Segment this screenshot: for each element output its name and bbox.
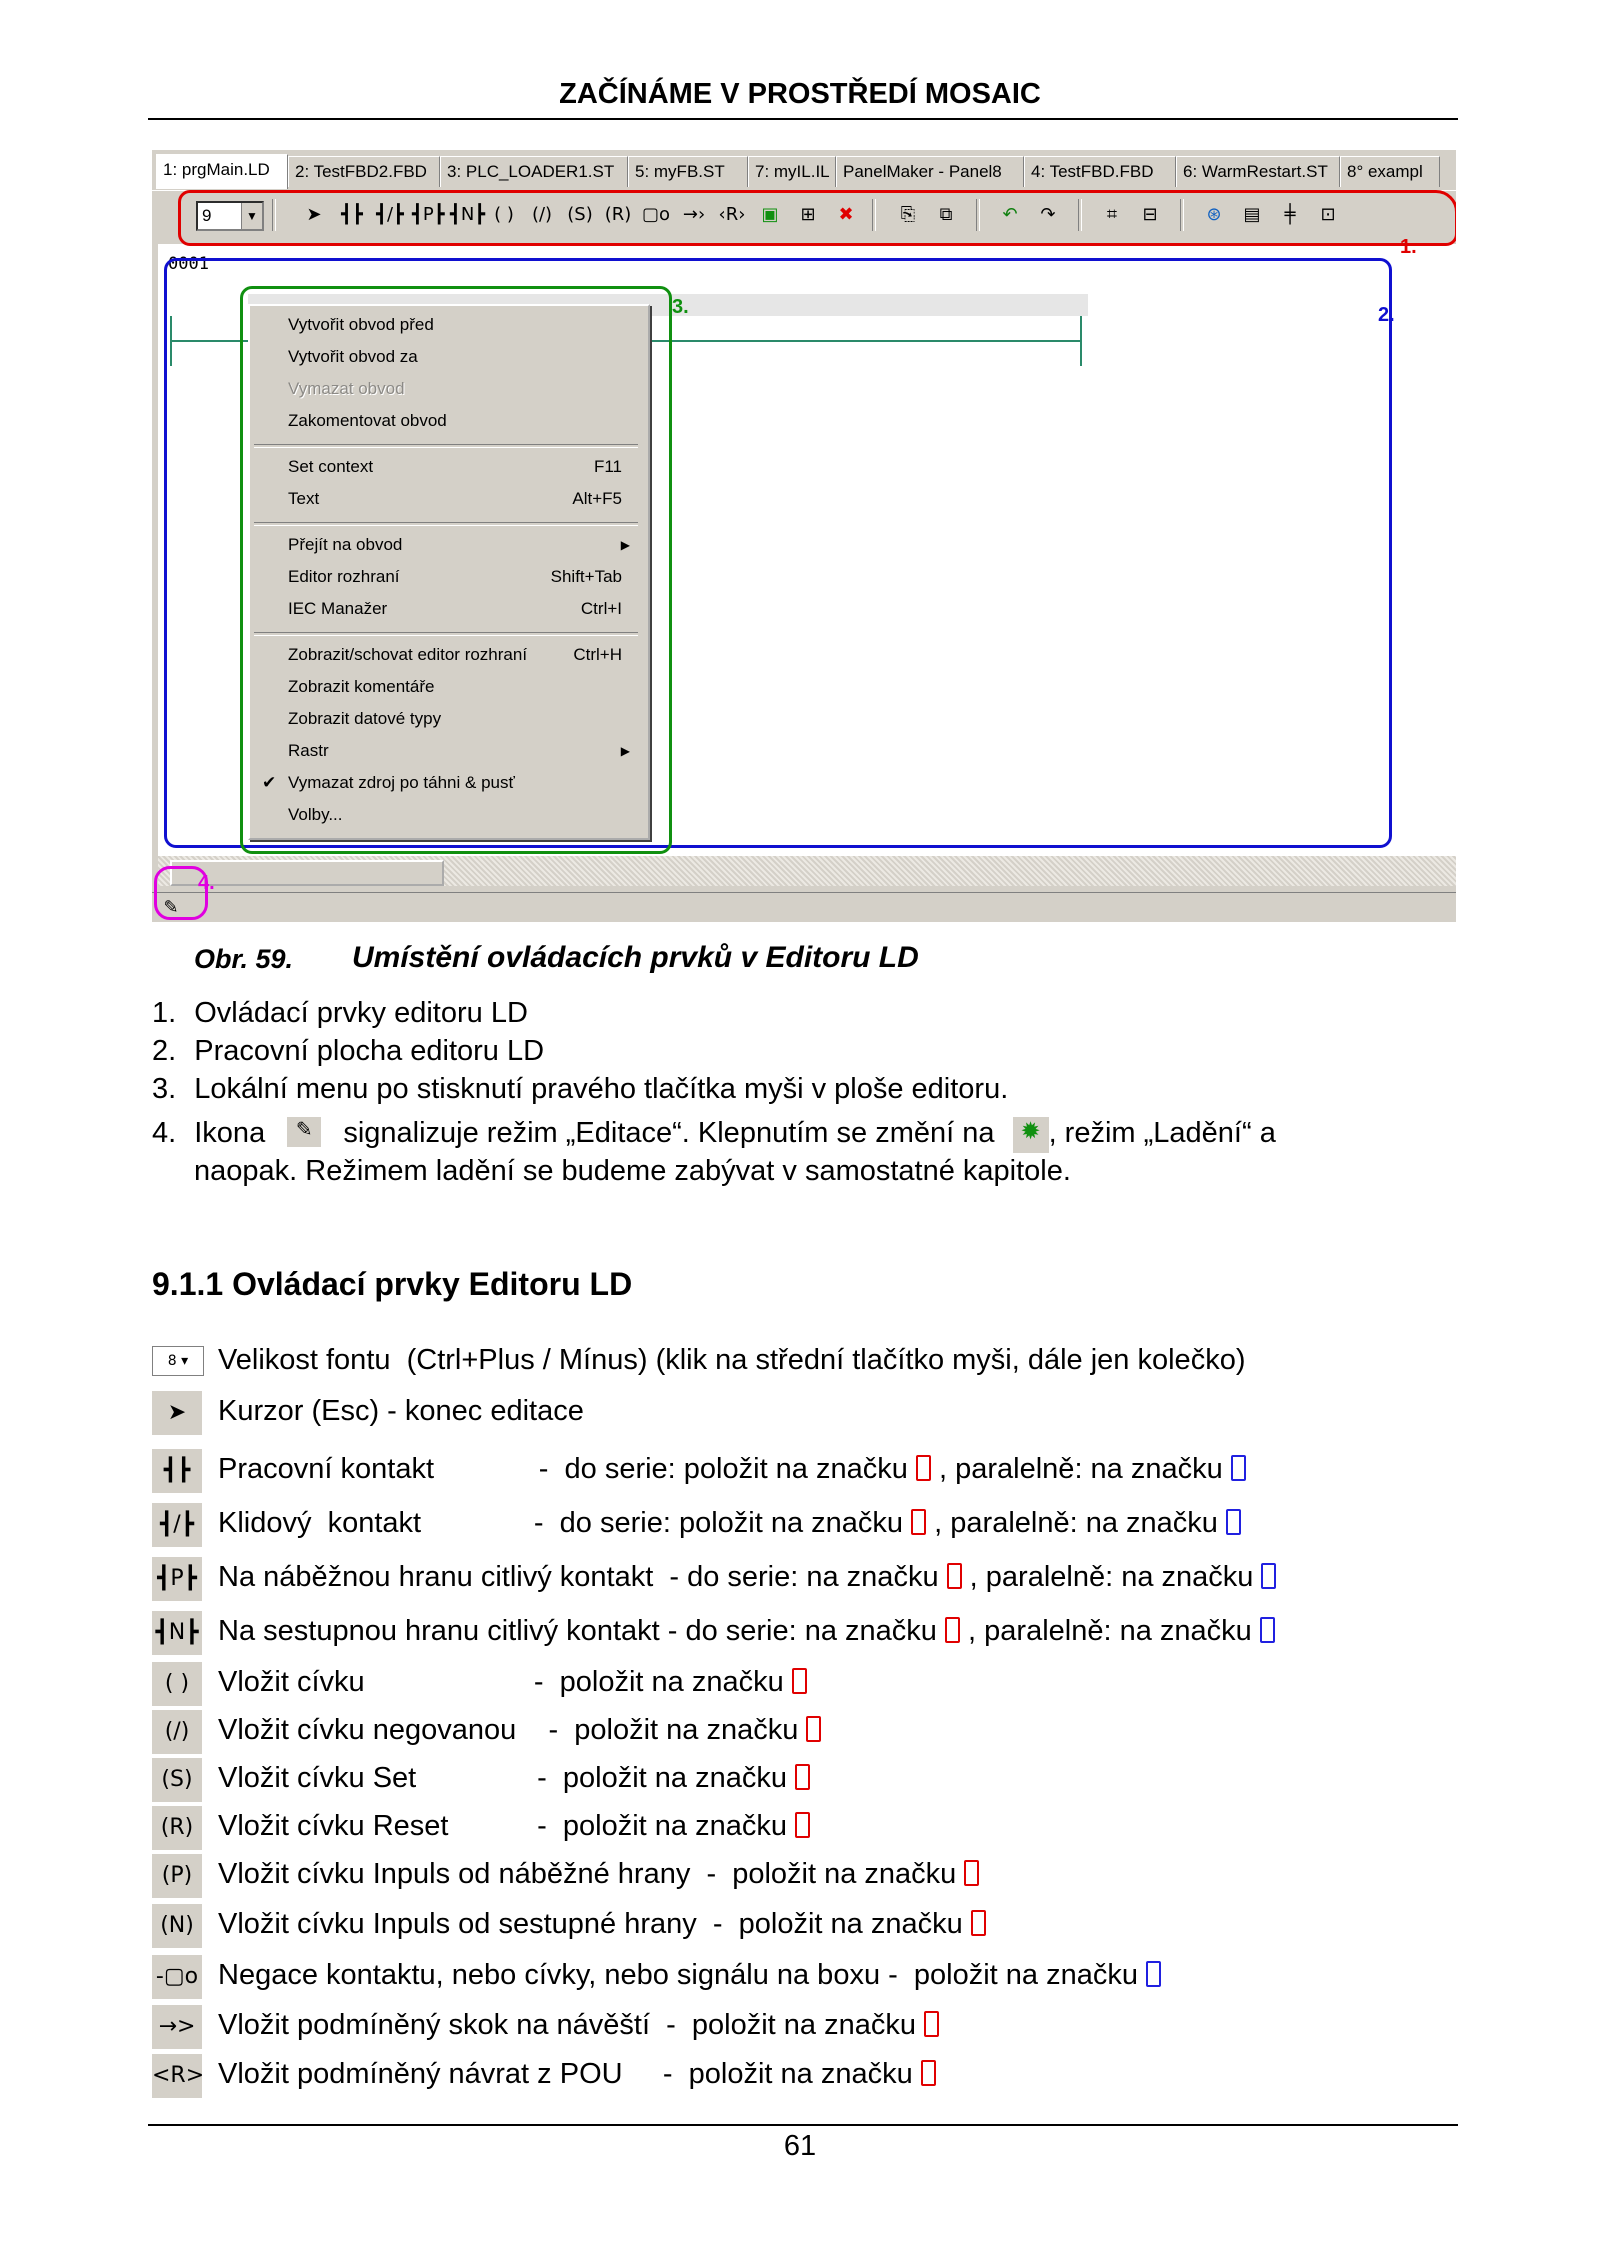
legend-description: Vložit cívku Inpuls od sestupné hrany - položit na značku — [218, 1908, 971, 1940]
menu-item-label: Vymazat zdroj po táhni & pusť — [288, 773, 515, 792]
submenu-arrow-icon: ▶ — [620, 744, 630, 758]
legend-description: , paralelně: na značku — [930, 1453, 1231, 1485]
contact-panel-icon[interactable]: ╪ — [1284, 204, 1296, 225]
legend-text — [218, 1810, 810, 1843]
rising-edge-contact-icon[interactable]: ┫P┣ — [412, 204, 445, 225]
legend-description: , paralelně: na značku — [960, 1615, 1260, 1647]
list-number: 2. — [152, 1035, 177, 1067]
figure-caption: Umístění ovládacích prvků v Editoru LD — [352, 941, 919, 974]
blue-drop-marker-icon — [1231, 1455, 1246, 1481]
legend-description: , paralelně: na značku — [926, 1507, 1226, 1539]
red-drop-marker-icon — [916, 1455, 931, 1481]
legend-description: Vložit cívku Reset - položit na značku — [218, 1810, 796, 1842]
grid-icon[interactable]: ⌗ — [1106, 204, 1118, 225]
delete-icon[interactable]: ✖ — [838, 204, 854, 225]
menu-item-label: Set context — [288, 457, 374, 476]
menu-item-label: IEC Manažer — [288, 599, 388, 618]
legend-description: Velikost fontu (Ctrl+Plus / Mínus) (klik na střední tlačítko myši, dále jen kolečko) — [218, 1344, 1246, 1376]
legend-description: Vložit cívku Set - položit na značku — [218, 1762, 796, 1794]
list-text: Ikona — [194, 1117, 266, 1149]
edit-mode-pencil-icon: ✎ — [287, 1117, 321, 1147]
legend-text — [218, 1453, 1246, 1486]
falling-pulse-coil-icon: (N) — [152, 1904, 202, 1948]
highlight-label: 2. — [1378, 304, 1395, 326]
rising-pulse-coil-icon: (P) — [152, 1854, 202, 1898]
list-number: 1. — [152, 997, 177, 1029]
legend-description: Pracovní kontakt - do serie: položit na značku — [218, 1453, 916, 1485]
edit-mode-pencil-icon[interactable]: ✎ — [163, 897, 179, 918]
status-bar — [152, 892, 1456, 922]
submenu-arrow-icon: ▶ — [620, 538, 630, 552]
menu-item-label: Volby... — [288, 805, 343, 824]
menu-item-label: Přejít na obvod — [288, 535, 403, 554]
conditional-jump-icon[interactable]: →› — [682, 204, 706, 225]
red-drop-marker-icon — [921, 2060, 936, 2086]
footer-rule — [148, 2124, 1458, 2126]
debug-mode-bug-icon: ✹ — [1013, 1117, 1049, 1153]
menu-item-label: Vymazat obvod — [288, 379, 405, 398]
page-number: 61 — [783, 2130, 817, 2162]
normally-open-contact-icon: ┫┣ — [152, 1449, 202, 1493]
reset-coil-icon[interactable]: (R) — [604, 204, 632, 225]
legend-text — [218, 1561, 1276, 1594]
menu-item-shortcut: Alt+F5 — [572, 489, 622, 508]
list-item-continuation: naopak. Režimem ladění se budeme zabývat v samostatné kapitole. — [194, 1155, 1071, 1187]
normally-closed-contact-icon[interactable]: ┫/┣ — [376, 204, 404, 225]
menu-item-label: Editor rozhraní — [288, 567, 400, 586]
legend-description: Negace kontaktu, nebo cívky, nebo signálu na boxu - položit na značku — [218, 1959, 1147, 1991]
red-drop-marker-icon — [911, 1509, 926, 1535]
check-icon: ✔ — [262, 773, 277, 792]
red-drop-marker-icon — [795, 1764, 810, 1790]
legend-text — [218, 1714, 821, 1747]
menu-item-label: Rastr — [288, 741, 329, 760]
menu-item-shortcut: Ctrl+I — [580, 599, 622, 618]
coil-icon[interactable]: ( ) — [494, 204, 514, 225]
blue-drop-marker-icon — [1146, 1961, 1161, 1987]
figure-number: Obr. 59. — [194, 944, 294, 974]
blue-drop-marker-icon — [1260, 1617, 1275, 1643]
normally-open-contact-icon[interactable]: ┫┣ — [341, 204, 363, 225]
window-icon[interactable]: ▤ — [1243, 204, 1261, 225]
undo-icon[interactable]: ↶ — [1002, 204, 1018, 225]
list-item — [152, 1117, 1458, 1153]
font-size-combo-icon: 8 ▾ — [152, 1346, 204, 1376]
menu-item-label: Text — [288, 489, 320, 508]
rising-edge-contact-icon: ┫P┣ — [152, 1557, 202, 1601]
reset-coil-icon: (R) — [152, 1806, 202, 1850]
chevron-down-icon[interactable]: ▼ — [241, 203, 262, 229]
blue-drop-marker-icon — [1226, 1509, 1241, 1535]
legend-text — [218, 1395, 584, 1428]
insert-box-icon[interactable]: ▣ — [761, 204, 779, 225]
ld-editor-screenshot — [152, 150, 1456, 922]
legend-description: Na náběžnou hranu citlivý kontakt - do serie: na značku — [218, 1561, 947, 1593]
blue-drop-marker-icon — [1261, 1563, 1276, 1589]
legend-text — [218, 1344, 1245, 1377]
coil-icon: ( ) — [152, 1662, 202, 1706]
tab-document[interactable]: PanelMaker - Panel8 — [836, 156, 1024, 187]
highlight-label: 3. — [672, 296, 689, 318]
legend-text — [218, 1507, 1241, 1540]
document-tab-bar — [152, 150, 1456, 188]
legend-description: Vložit podmíněný návrat z POU - položit na značku — [218, 2058, 921, 2090]
red-drop-marker-icon — [806, 1716, 821, 1742]
tab-document[interactable]: 3: PLC_LOADER1.ST — [440, 156, 628, 187]
legend-text — [218, 1762, 810, 1795]
conditional-jump-icon: →> — [152, 2005, 202, 2049]
header-rule — [148, 118, 1458, 120]
paste-icon[interactable]: ⧉ — [939, 204, 953, 225]
set-coil-icon: (S) — [152, 1758, 202, 1802]
highlight-label: 4. — [198, 872, 215, 894]
insert-block-icon[interactable]: ⊞ — [800, 204, 816, 225]
red-drop-marker-icon — [964, 1860, 979, 1886]
list-item — [152, 997, 528, 1030]
legend-description: Vložit cívku - položit na značku — [218, 1666, 792, 1698]
list-item — [152, 1073, 1008, 1106]
tab-document[interactable]: 1: prgMain.LD — [156, 154, 288, 189]
list-number: 3. — [152, 1073, 177, 1105]
tab-document[interactable]: 4: TestFBD.FBD — [1024, 156, 1176, 187]
red-drop-marker-icon — [924, 2011, 939, 2037]
negation-icon: -▢o — [152, 1955, 202, 1999]
negation-icon[interactable]: ▢o — [641, 204, 671, 225]
legend-text — [218, 1666, 807, 1699]
redo-icon[interactable]: ↷ — [1040, 204, 1056, 225]
legend-text — [218, 1858, 979, 1891]
tab-document[interactable]: 8° exampl — [1340, 156, 1440, 187]
normally-closed-contact-icon: ┫/┣ — [152, 1503, 202, 1547]
menu-item-label: Vytvořit obvod před — [288, 315, 434, 334]
section-heading: 9.1.1 Ovládací prvky Editoru LD — [152, 1266, 633, 1302]
cursor-arrow-icon: ➤ — [152, 1391, 202, 1435]
legend-text — [218, 2058, 936, 2091]
menu-item-label: Zobrazit komentáře — [288, 677, 435, 696]
legend-description: Kurzor (Esc) - konec editace — [218, 1395, 584, 1427]
legend-description: , paralelně: na značku — [961, 1561, 1262, 1593]
list-text: Ovládací prvky editoru LD — [194, 997, 528, 1029]
menu-item-label: Zobrazit datové typy — [288, 709, 442, 728]
conditional-return-icon: <R> — [152, 2054, 202, 2098]
copy-icon[interactable]: ⎘ — [900, 204, 916, 225]
tab-document[interactable]: 2: TestFBD2.FBD — [288, 156, 440, 187]
negated-coil-icon: (/) — [152, 1710, 202, 1754]
horizontal-scrollbar[interactable] — [158, 856, 1456, 886]
red-drop-marker-icon — [945, 1617, 960, 1643]
legend-text — [218, 1615, 1275, 1648]
list-item — [152, 1035, 544, 1068]
globe-icon[interactable]: ⊛ — [1206, 204, 1222, 225]
page-header-title: ZAČÍNÁME V PROSTŘEDÍ MOSAIC — [559, 78, 1041, 110]
legend-description: Vložit podmíněný skok na návěští - položit na značku — [218, 2009, 925, 2041]
box-connector-icon[interactable]: ⊡ — [1320, 204, 1336, 225]
list-number: 4. — [152, 1117, 177, 1149]
legend-text — [218, 1959, 1161, 1992]
align-icon[interactable]: ⊟ — [1142, 204, 1158, 225]
legend-description: Klidový kontakt - do serie: položit na značku — [218, 1507, 912, 1539]
legend-description: Vložit cívku Inpuls od náběžné hrany - položit na značku — [218, 1858, 965, 1890]
legend-description: Vložit cívku negovanou - položit na značku — [218, 1714, 807, 1746]
legend-description: Na sestupnou hranu citlivý kontakt - do serie: na značku — [218, 1615, 945, 1647]
list-text: Lokální menu po stisknutí pravého tlačítka myši v ploše editoru. — [194, 1073, 1009, 1105]
negated-coil-icon[interactable]: (/) — [531, 204, 553, 225]
highlight-toolbar — [178, 190, 1456, 246]
legend-text — [218, 1908, 986, 1941]
menu-item-shortcut: F11 — [593, 457, 622, 476]
tab-document[interactable]: 6: WarmRestart.ST — [1176, 156, 1340, 187]
falling-edge-contact-icon: ┫N┣ — [152, 1611, 202, 1655]
highlight-menu — [240, 286, 672, 854]
list-text: , režim „Ladění“ a — [1048, 1117, 1276, 1149]
red-drop-marker-icon — [795, 1812, 810, 1838]
tab-document[interactable]: 7: myIL.IL — [748, 156, 836, 187]
menu-item-label: Zobrazit/schovat editor rozhraní — [288, 645, 528, 664]
conditional-return-icon[interactable]: ‹R› — [718, 204, 746, 225]
red-drop-marker-icon — [947, 1563, 962, 1589]
list-text: Pracovní plocha editoru LD — [194, 1035, 545, 1067]
menu-item-label: Zakomentovat obvod — [288, 411, 447, 430]
red-drop-marker-icon — [792, 1668, 807, 1694]
list-text: signalizuje režim „Editace“. Klepnutím se změní na — [343, 1117, 995, 1149]
red-drop-marker-icon — [971, 1910, 986, 1936]
menu-item-label: Vytvořit obvod za — [288, 347, 418, 366]
font-size-value: 9 — [202, 206, 212, 225]
cursor-arrow-icon[interactable]: ➤ — [306, 204, 322, 225]
tab-document[interactable]: 5: myFB.ST — [628, 156, 748, 187]
falling-edge-contact-icon[interactable]: ┫N┣ — [450, 204, 486, 225]
legend-text — [218, 2009, 939, 2042]
menu-item-shortcut: Shift+Tab — [550, 567, 622, 586]
highlight-label: 1. — [1400, 236, 1417, 258]
rung-number: 0001 — [168, 254, 209, 274]
set-coil-icon[interactable]: (S) — [567, 204, 593, 225]
menu-item-shortcut: Ctrl+H — [573, 645, 622, 664]
